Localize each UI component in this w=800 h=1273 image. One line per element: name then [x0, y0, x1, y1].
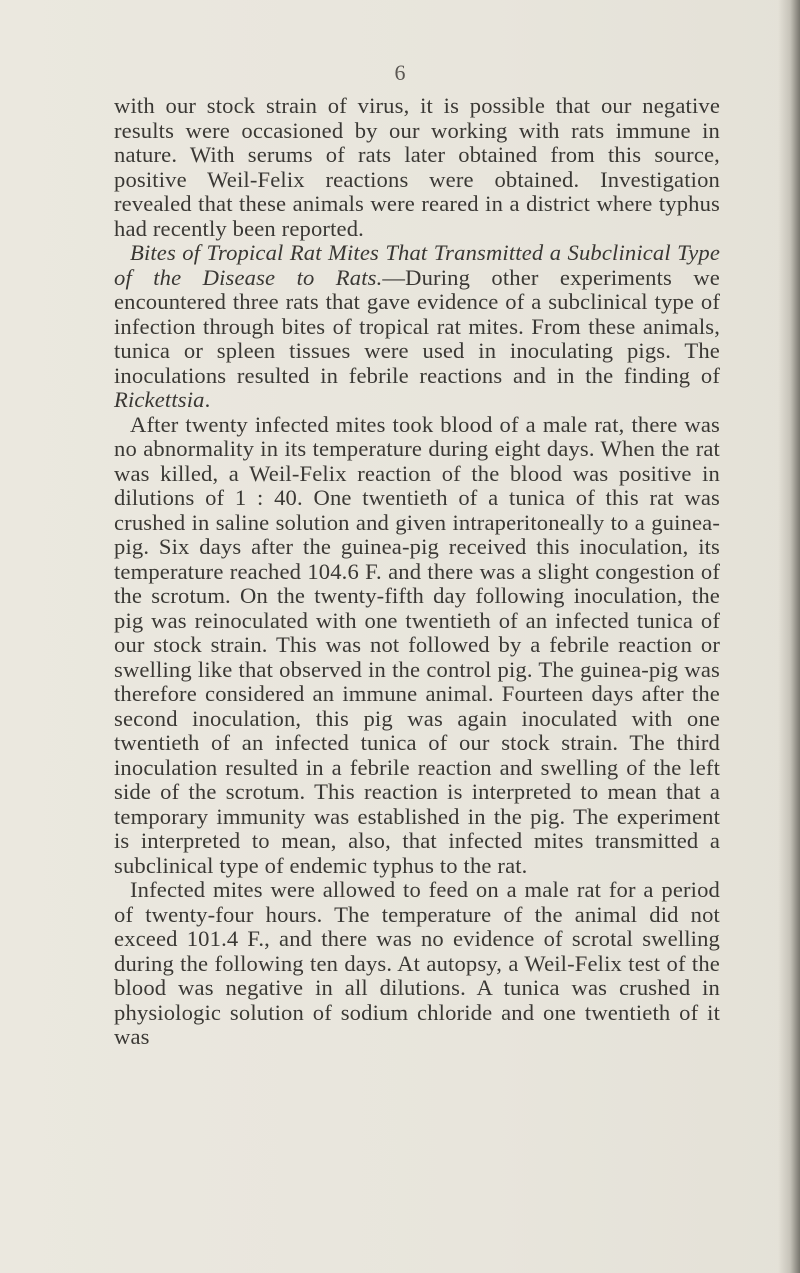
- paragraph-tail: .: [204, 387, 211, 412]
- body-text: [114, 94, 720, 1050]
- genus-name: Rickettsia: [114, 387, 205, 412]
- paragraph-text: —During other experiments we encountered three rats that gave evidence of a subclinical type of infection through bites of tropical rat mites. From these animals, tunica or spleen tissues were used in inoculating pigs. The inoculations resulted in febrile reactions and in the finding of: [114, 264, 720, 388]
- paragraph-experiment-two: Infected mites were allowed to feed on a male rat for a period of twenty-four hours. The temperature of the animal did not exceed 101.4 F., and there was no evidence of scrotal swelling during the following ten days. At autopsy, a Weil-Felix test of the blood was negative in all dilutions. A tunica was crushed in physiologic solution of sodium chloride and one twentieth of it was: [114, 877, 720, 1049]
- section-heading: Bites of Tropical Rat Mites That Transmitted a Subclinical Type of the Disease to Rats.: [114, 240, 720, 290]
- paragraph-continuation: with our stock strain of virus, it is possible that our negative results were occasioned by our working with rats immune in nature. With serums of rats later obtained from this source, positive Weil-Felix reactions were obtained. Investigation revealed that these animals were reared in a district where typhus had recently been reported.: [114, 93, 720, 241]
- paragraph-section-start: [114, 241, 720, 413]
- binding-edge-shadow: [778, 0, 800, 1273]
- page-number: 6: [394, 60, 406, 85]
- paragraph-experiment-one: After twenty infected mites took blood of a male rat, there was no abnormality in its temperature during eight days. When the rat was killed, a Weil-Felix reaction of the blood was positive in dilutions of 1 : 40. One twentieth of a tunica of this rat was crushed in saline solution and given intraperitoneally to a guinea-pig. Six days after the guinea-pig received this inoculation, its temperature reached 104.6 F. and there was a slight congestion of the scrotum. On the twenty-fifth day following inoculation, the pig was reinoculated with one twentieth of an infected tunica of our stock strain. This was not followed by a febrile reaction or swelling like that observed in the control pig. The guinea-pig was therefore considered an immune animal. Fourteen days after the second inoculation, this pig was again inoculated with one twentieth of an infected tunica of our stock strain. The third inoculation resulted in a febrile reaction and swelling of the left side of the scrotum. This reaction is interpreted to mean that a temporary immunity was established in the pig. The experiment is interpreted to mean, also, that infected mites transmitted a subclinical type of endemic typhus to the rat.: [114, 411, 720, 878]
